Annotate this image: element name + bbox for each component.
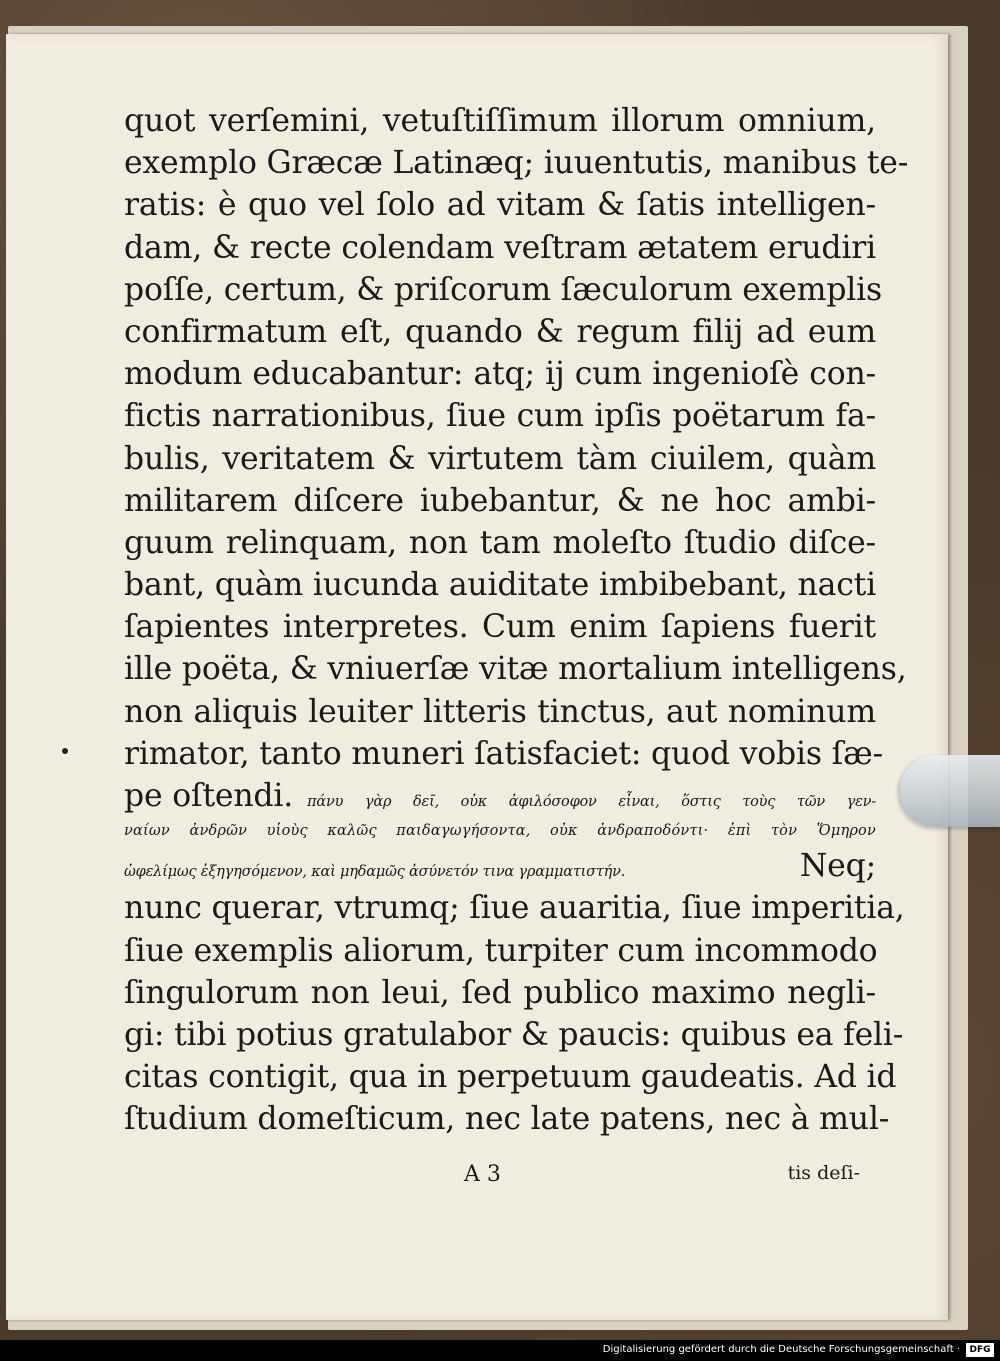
text-line: militarem diſcere iubebantur, & ne hoc ambi- (124, 482, 876, 519)
funding-credit: Digitalisierung gefördert durch die Deutsche Forschungsgemeinschaft · (602, 1344, 960, 1355)
latin-text: Neq; (799, 848, 876, 885)
text-line: non aliquis leuiter litteris tinctus, aut nominum (124, 693, 876, 730)
ink-dot (62, 748, 68, 754)
text-line: ratis: è quo vel ſolo ad vitam & ſatis intelligen- (124, 187, 876, 224)
text-line: quot verſemini, vetuſtiſſimum illorum omnium, (124, 103, 876, 139)
text-line: poſſe, certum, & priſcorum ſæculorum exemplis (124, 271, 882, 308)
text-line: ſtudium domeſticum, nec late patens, nec à mul- (124, 1101, 890, 1138)
text-line: ſapientes interpretes. Cum enim ſapiens fuerit (124, 609, 876, 646)
text-line: ſingulorum non leui, ſed publico maximo negli- (124, 974, 876, 1011)
page-clip (900, 755, 1000, 827)
greek-text: ὠφελίμως ἐξηγησόμενον, καὶ μηδαμῶς ἀσύνετόν τινα γραμματιστήν. (124, 864, 626, 881)
text-line: bant, quàm iucunda auiditate imbibebant, nacti (124, 567, 876, 604)
text-line: guum relinquam, non tam moleſto ſtudio diſce- (124, 524, 876, 561)
text-line: gi: tibi potius gratulabor & paucis: quibus ea feli- (124, 1016, 904, 1053)
mixed-text-line (124, 845, 876, 887)
text-line: fictis narrationibus, ſiue cum ipſis poëtarum fa- (124, 398, 876, 435)
latin-text: pe oſtendi. (124, 778, 294, 814)
dfg-logo-icon: DFG (966, 1343, 994, 1357)
page-text-block (124, 100, 909, 1141)
page-footer (124, 1162, 876, 1192)
greek-text-line: ναίων ἀνδρῶν υἱοὺς καλῶς παιδαγωγήσοντα, οὐκ ἀνδραποδόντι· ἐπὶ τὸν Ὅμηρον (124, 823, 876, 840)
catchword: tis deſi- (787, 1162, 860, 1184)
text-line: confirmatum eſt, quando & regum filij ad eum (124, 313, 876, 350)
text-line: exemplo Græcæ Latinæq; iuuentutis, manibus te- (124, 145, 909, 182)
text-line: bulis, veritatem & virtutem tàm ciuilem, quàm (124, 440, 876, 477)
text-line: nunc querar, vtrumq; ſiue auaritia, ſiue imperitia, (124, 890, 905, 927)
text-line: ille poëta, & vniuerſæ vitæ mortalium intelligens, (124, 651, 907, 688)
text-line: ſiue exemplis aliorum, turpiter cum incommodo (124, 932, 878, 969)
greek-text: πάνυ γὰρ δεῖ, οὐκ ἀφιλόσοφον εἶναι, ὅστις τοὺς τῶν γεν- (307, 794, 876, 810)
mixed-text-line (124, 775, 876, 817)
text-line: citas contigit, qua in perpetuum gaudeatis. Ad id (124, 1059, 897, 1096)
signature-mark: A 3 (464, 1162, 501, 1187)
text-line: modum educabantur: atq; ij cum ingenioſè con- (124, 356, 876, 393)
text-line: dam, & recte colendam veſtram ætatem erudiri (124, 229, 876, 266)
text-line: rimator, tanto muneri ſatisfaciet: quod vobis ſæ- (124, 735, 883, 772)
